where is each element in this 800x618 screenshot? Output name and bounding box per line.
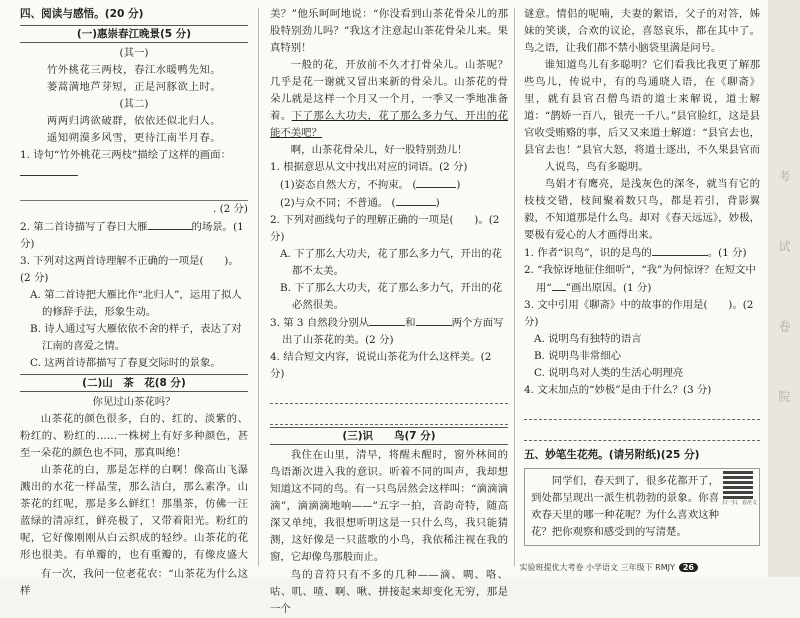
section-4-title: 四、阅读与感悟。(20 分) (20, 8, 144, 20)
paragraph: 山茶花的白，那是怎样的白啊！像高山飞瀑溅出的水花一样晶莹，那么洁白，那么素净。山茶花的红呢，那是多么鲜红！那墨茶，仿佛一汪蓝绿的清凉红，鲜亮极了，又带着阳光。粉红的呢，它好像刚刚从白云织成的轻纱。山茶花的花形也很美。有单瓣的，也有重瓣的，有像皮盛大 (20, 464, 248, 561)
side-mark: 卷 (777, 320, 791, 332)
poem-1-subtitle: (其一) (119, 47, 149, 59)
side-mark: 院 (777, 390, 791, 402)
part-1-title: (一)惠崇春江晚景(5 分) (20, 25, 248, 43)
option-c: C. 这两首诗都描写了春夏交际时的景象。 (30, 357, 221, 369)
question-2: 2. 下列对画线句子的理解正确的一项是( )。(2 分) (270, 214, 500, 243)
answer-line[interactable] (270, 385, 508, 404)
binding-margin (768, 0, 800, 577)
paragraph: 鸟的音符只有不多的几种——滴、啁、咯、咕、叽、喳、啊、啾、拼接起来却变化无穷，那是一个 (270, 569, 508, 615)
question-1: 1. 作者“识鸟”，识的是鸟的 。(1 分) (524, 244, 760, 262)
side-mark: 考 (777, 170, 791, 182)
sub-question: (1)姿态自然大方，不拘束。 ( ) (270, 176, 508, 194)
column-1 (20, 6, 248, 600)
question-1-score: . (2 分) (212, 203, 248, 215)
question-2: 2. 第二首诗描写了春日大雁 的场景。(1 分) (20, 218, 248, 253)
sub-question: (2)与众不同；不普通。 ( ) (270, 194, 508, 212)
paragraph: 美？”他乐呵呵地说：“你没看到山茶花骨朵儿的那股特别劲儿吗？”我这才注意起山茶花骨朵儿来。果真特别！ (270, 8, 508, 54)
footer-text: 实验班提优大考卷 小学语文 三年级下 RMJY (519, 563, 675, 572)
answer-line[interactable] (20, 182, 248, 201)
option-c: C. 说明鸟对人类的生活心明理亮 (534, 367, 684, 379)
paragraph: 谜意。情侣的呢喃，夫妻的絮语，父子的对答，姊妹的笑谈，合欢的议论，喜怒哀乐，都在其中了。鸟之语，让我们都不禁小脑袋里满是问号。 (524, 8, 760, 54)
question-4: 4. 结合短文内容，说说山茶花为什么这样美。(2 分) (270, 351, 492, 380)
question-3: 3. 下列对这两首诗理解不正确的一项是( )。(2 分) (20, 255, 239, 284)
paragraph: 一般的花，开放前不久才打骨朵儿。山茶呢？几乎是花一谢就又冒出来新的骨朵儿。山茶花的骨朵儿就是这样一个月又一个月，一季又一季地准备着。下了那么大功夫，花了那么多力气，开出的花能不美吧？ (270, 59, 509, 139)
qr-code-label: 扫一扫，看范文 (721, 500, 757, 506)
column-3 (524, 6, 760, 546)
paragraph: 我住在山里，清早，将醒未醒时，窗外林间的鸟语渐次进入我的意识。听着不同的叫声，我却想知道这不同的鸟。有一只鸟居然会这样叫：“滴滴滴滴”，滴滴滴地响——”五字一拍，音韵奇特，随高深又单纯，我很想听明这是一只什么鸟，我只能猜测，这好像是一只蓝歌的小鸟，我依稀注视在我的窗，它却像鸟那般而止。 (270, 449, 508, 563)
page-number: 26 (679, 563, 698, 572)
paragraph: 啊，山茶花骨朵儿，好一股特别劲儿！ (290, 144, 468, 156)
option-a: A. 说明鸟有独特的语言 (534, 333, 642, 345)
poem-line: 蒌蒿满地芦芽短，正是河豚欲上时。 (46, 81, 222, 93)
option-b: B. 诗人通过写大雁依依不舍的样子，表达了对江南的喜爱之情。 (30, 323, 242, 352)
question-1: 1. 根据意思从文中找出对应的词语。(2 分) (270, 161, 468, 173)
poem-2-subtitle: (其二) (119, 98, 149, 110)
paragraph: 鸟娟才有鹰亮，是浅灰色的深冬，就当有它的枝枝交错，枝间聚着数只鸟，都是若引，背影翼毅，不知道那是什么鸟。却对《春天远远》，妙极，要极有爱心的人才画得出来。 (524, 178, 760, 241)
question-2: 2. “我惊讶地征住细听”，“我”为何惊讶？在短文中用“ ”画出原因。(1 分) (524, 264, 756, 294)
question-3: 3. 文中引用《聊斋》中的故事的作用是( )。(2 分) (524, 299, 754, 328)
part-2-title: (二)山 茶 花(8 分) (20, 374, 248, 392)
section-5-title: 五、妙笔生花苑。(请另附纸)(25 分) (524, 449, 700, 461)
answer-line[interactable] (270, 406, 508, 425)
qr-code-icon[interactable] (723, 469, 753, 499)
column-divider (514, 8, 515, 566)
answer-line[interactable] (524, 401, 760, 420)
column-divider (258, 8, 259, 566)
underlined-sentence: 下了那么大功夫，花了那么多力气，开出的花能不美吧？ (270, 110, 509, 139)
paragraph: 有一次，我问一位老花农：“山茶花为什么这样 (20, 568, 248, 597)
paragraph: 谁知道鸟儿有多聪明？它们看我比我更了解那些鸟儿，传说中，有的鸟通晓人语，在《聊斋》里，就有县官召僧鸟语的道士来解说，道士解道：“鹊娇一百八，银壳一千八。”县官脸红，这是县官收受贿赂的事，后又又来道士解道：“县官去也，县官去也！”县官大怒，将道士逐出，不久果县官而 (524, 59, 760, 156)
side-mark: 试 (777, 240, 791, 252)
poem-line: 遥知朔漠多风雪，更待江南半月春。 (46, 132, 222, 144)
writing-prompt-box (524, 468, 760, 546)
question-4: 4. 文末加点的“妙极”是由于什么？(3 分) (524, 384, 712, 396)
option-b: B. 下了那么大功夫，花了那么多力气，开出的花必然很美。 (280, 282, 503, 311)
writing-prompt: 同学们，春天到了，很多花都开了，到处都呈现出一派生机勃勃的景象。你喜欢春天里的哪一种花呢？为什么喜欢这种花？把你观察和感受到的写清楚。 (531, 475, 719, 538)
paragraph: 人说鸟，鸟有多聪明。 (544, 161, 649, 173)
option-a: A. 第二首诗把大雁比作“北归人”，运用了拟人的修辞手法，形象生动。 (30, 289, 242, 318)
poem-line: 两两归鸿欲破群，依依还似北归人。 (46, 115, 222, 127)
part-2-subtitle: 你见过山茶花吗？ (92, 396, 176, 408)
question-3: 3. 第 3 自然段分别从 和 两个方面写出了山茶花的美。(2 分) (270, 314, 508, 349)
option-a: A. 下了那么大功夫，花了那么多力气，开出的花都不太美。 (280, 248, 502, 277)
answer-line[interactable] (524, 422, 760, 441)
poem-line: 竹外桃花三两枝，春江水暖鸭先知。 (46, 64, 222, 76)
paragraph: 山茶花的颜色很多，白的、红的、淡紫的、粉红的、粉红的……一株树上有好多种颜色，甚至一朵花的颜色也不同，那真叫绝！ (20, 413, 248, 459)
page-footer (520, 562, 698, 573)
part-3-title: (三)识 鸟(7 分) (270, 427, 508, 445)
option-b: B. 说明鸟非常细心 (534, 350, 621, 362)
answer-blank[interactable] (148, 218, 192, 230)
column-2 (270, 6, 508, 618)
question-1: 1. 诗句“竹外桃花三两枝”描绘了这样的画面： (20, 147, 248, 182)
